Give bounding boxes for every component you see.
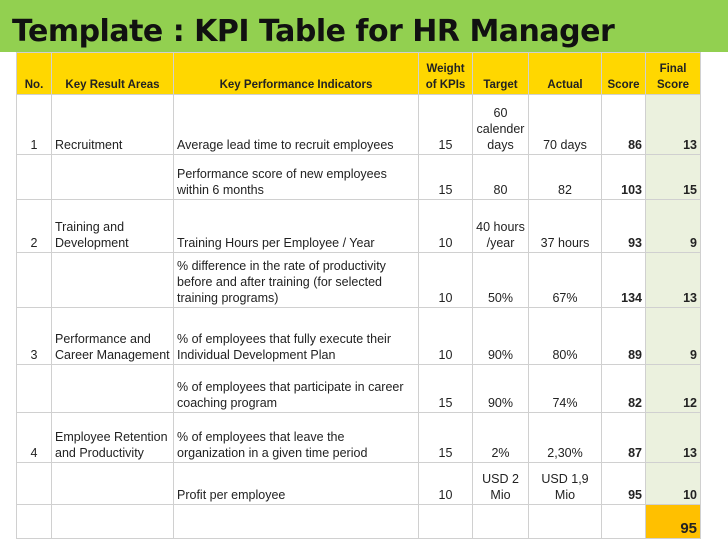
kpi-target: USD 2 Mio [473, 463, 529, 505]
kpi-final-score: 13 [646, 413, 701, 463]
kpi-description: % difference in the rate of productivity before and after training (for selected training programs) [174, 253, 419, 308]
kpi-actual: 2,30% [529, 413, 602, 463]
kpi-score: 134 [602, 253, 646, 308]
kpi-weight: 15 [419, 95, 473, 155]
table-row [17, 365, 701, 413]
key-result-area [52, 463, 174, 505]
kpi-score: 103 [602, 155, 646, 200]
kpi-score: 82 [602, 365, 646, 413]
kpi-target: 90% [473, 365, 529, 413]
kpi-description: Average lead time to recruit employees [174, 95, 419, 155]
key-result-area [52, 365, 174, 413]
kpi-weight: 10 [419, 463, 473, 505]
kpi-description: Profit per employee [174, 463, 419, 505]
row-number: 1 [17, 95, 52, 155]
row-number [17, 365, 52, 413]
kpi-final-score: 9 [646, 200, 701, 253]
kpi-final-score: 15 [646, 155, 701, 200]
key-result-area: Recruitment [52, 95, 174, 155]
key-result-area [52, 155, 174, 200]
key-result-area: Employee Retention and Productivity [52, 413, 174, 463]
table-row [17, 200, 701, 253]
header-no: No. [17, 53, 52, 95]
header-final-score: Final Score [646, 53, 701, 95]
kpi-description: Performance score of new employees within 6 months [174, 155, 419, 200]
kpi-final-score: 9 [646, 308, 701, 365]
kpi-final-score: 13 [646, 253, 701, 308]
row-number [17, 463, 52, 505]
header-actual: Actual [529, 53, 602, 95]
kpi-target: 40 hours /year [473, 200, 529, 253]
kpi-weight: 15 [419, 155, 473, 200]
table-row [17, 95, 701, 155]
total-row [17, 505, 701, 539]
kpi-actual: 70 days [529, 95, 602, 155]
kpi-target: 90% [473, 308, 529, 365]
header-key-result-areas: Key Result Areas [52, 53, 174, 95]
kpi-actual: 82 [529, 155, 602, 200]
kpi-target: 50% [473, 253, 529, 308]
table-row [17, 308, 701, 365]
kpi-target: 80 [473, 155, 529, 200]
kpi-final-score: 12 [646, 365, 701, 413]
kpi-score: 86 [602, 95, 646, 155]
kpi-actual: 37 hours [529, 200, 602, 253]
header-weight: Weight of KPIs [419, 53, 473, 95]
kpi-score: 89 [602, 308, 646, 365]
kpi-target: 2% [473, 413, 529, 463]
title-bar [0, 0, 728, 52]
key-result-area: Training and Development [52, 200, 174, 253]
kpi-actual: 74% [529, 365, 602, 413]
row-number [17, 253, 52, 308]
kpi-weight: 10 [419, 253, 473, 308]
kpi-target: 60 calender days [473, 95, 529, 155]
kpi-score: 87 [602, 413, 646, 463]
kpi-actual: 80% [529, 308, 602, 365]
kpi-weight: 10 [419, 308, 473, 365]
header-target: Target [473, 53, 529, 95]
table-row [17, 253, 701, 308]
row-number [17, 155, 52, 200]
table-row [17, 155, 701, 200]
kpi-description: % of employees that leave the organization in a given time period [174, 413, 419, 463]
kpi-score: 93 [602, 200, 646, 253]
kpi-final-score: 13 [646, 95, 701, 155]
kpi-description: % of employees that fully execute their Individual Development Plan [174, 308, 419, 365]
key-result-area [52, 253, 174, 308]
kpi-description: % of employees that participate in career coaching program [174, 365, 419, 413]
kpi-actual: 67% [529, 253, 602, 308]
header-score: Score [602, 53, 646, 95]
total-final-score: 95 [646, 505, 701, 539]
header-key-performance-indicators: Key Performance Indicators [174, 53, 419, 95]
kpi-final-score: 10 [646, 463, 701, 505]
kpi-weight: 15 [419, 413, 473, 463]
row-number: 3 [17, 308, 52, 365]
kpi-table [16, 52, 701, 539]
kpi-actual: USD 1,9 Mio [529, 463, 602, 505]
row-number: 4 [17, 413, 52, 463]
kpi-score: 95 [602, 463, 646, 505]
key-result-area: Performance and Career Management [52, 308, 174, 365]
table-row [17, 413, 701, 463]
kpi-weight: 10 [419, 200, 473, 253]
page-title: Template : KPI Table for HR Manager [12, 14, 615, 49]
header-row [17, 53, 701, 95]
table-row [17, 463, 701, 505]
kpi-weight: 15 [419, 365, 473, 413]
kpi-description: Training Hours per Employee / Year [174, 200, 419, 253]
row-number: 2 [17, 200, 52, 253]
